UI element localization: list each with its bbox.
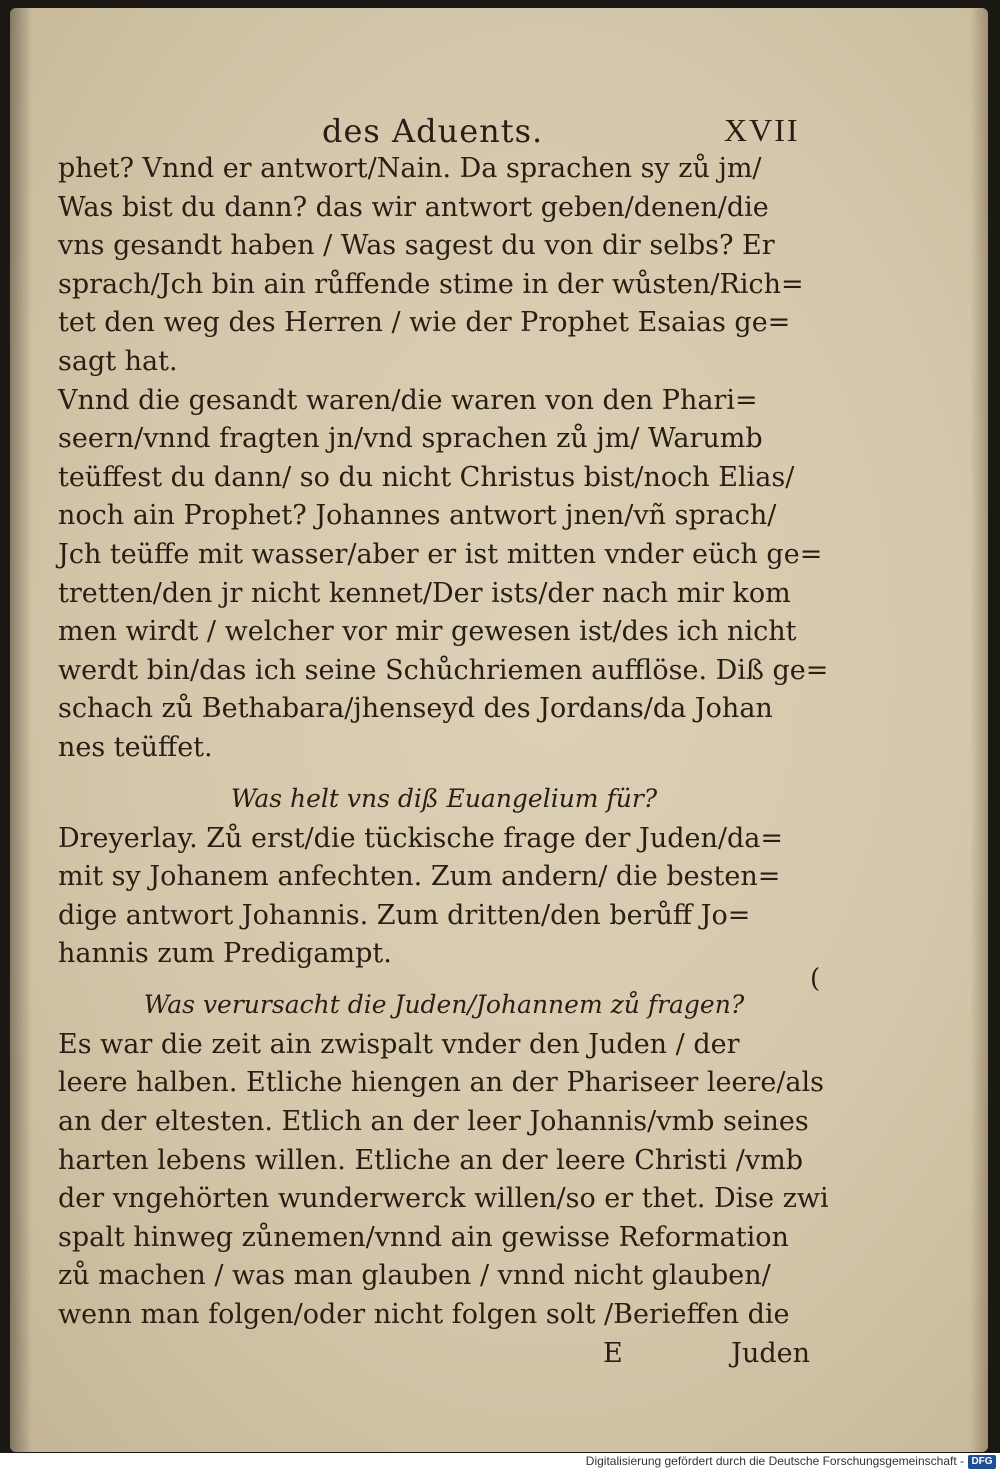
text-line: spalt hinweg zůnemen/vnnd ain gewisse Reformation xyxy=(58,1221,789,1253)
text-line: tretten/den jr nicht kennet/Der ists/der nach mir kom xyxy=(58,577,791,609)
text-line: Was bist du dann? das wir antwort geben/denen/die xyxy=(58,191,769,223)
text-line: harten lebens willen. Etliche an der leere Christi /vmb xyxy=(58,1144,803,1176)
running-head: des Aduents. xyxy=(322,112,544,150)
text-line: leere halben. Etliche hiengen an der Phariseer leere/als xyxy=(58,1067,825,1099)
text-line: werdt bin/das ich seine Schůchriemen aufflöse. Diß ge= xyxy=(58,654,829,686)
text-line: an der eltesten. Etlich an der leer Johannis/vmb seines xyxy=(58,1106,809,1138)
section-heading: Was helt vns diß Euangelium für? xyxy=(230,783,658,813)
text-line: vns gesandt haben / Was sagest du von dir selbs? Er xyxy=(58,230,775,262)
text-line: phet? Vnnd er antwort/Nain. Da sprachen sy zů jm/ xyxy=(58,153,762,184)
signature-mark: E xyxy=(603,1337,623,1369)
text-line: der vngehörten wunderwerck willen/so er thet. Dise zwi xyxy=(58,1183,829,1215)
text-line: nes teüffet. xyxy=(58,731,213,763)
spacer xyxy=(58,768,810,780)
text-line: Dreyerlay. Zů erst/die tückische frage der Juden/da= xyxy=(58,822,783,854)
margin-mark: ( xyxy=(810,964,821,994)
text-line: Es war die zeit ain zwispalt vnder den Juden / der xyxy=(58,1028,740,1060)
signature-row xyxy=(58,1335,810,1374)
text-line: seern/vnnd fragten jn/vnd sprachen zů jm/ Warumb xyxy=(58,423,763,455)
text-line: Jch teüffe mit wasser/aber er ist mitten vnder eüch ge= xyxy=(58,538,823,570)
section-heading: Was verursacht die Juden/Johannem zů fragen? xyxy=(143,989,745,1019)
text-line: tet den weg des Herren / wie der Prophet Esaias ge= xyxy=(58,307,791,339)
text-line: noch ain Prophet? Johannes antwort jnen/vñ sprach/ xyxy=(58,500,777,532)
funding-credit: Digitalisierung gefördert durch die Deutsche Forschungsgemeinschaft - xyxy=(585,1454,964,1468)
catchword: Juden xyxy=(731,1337,810,1369)
folio-number: XVII xyxy=(724,112,800,148)
text-line: zů machen / was man glauben / vnnd nicht glauben/ xyxy=(58,1260,771,1292)
text-line: sagt hat. xyxy=(58,345,178,377)
text-line: Vnnd die gesandt waren/die waren von den Phari= xyxy=(58,384,758,416)
text-line: mit sy Johanem anfechten. Zum andern/ die besten= xyxy=(58,861,781,893)
text-line: hannis zum Predigampt. xyxy=(58,938,392,970)
body-text xyxy=(58,150,829,1373)
spacer xyxy=(58,974,810,986)
text-line: dige antwort Johannis. Zum dritten/den berůff Jo= xyxy=(58,899,751,931)
book-page xyxy=(10,8,988,1452)
text-line: schach zů Bethabara/jhenseyd des Jordans/da Johan xyxy=(58,693,773,725)
text-line: men wirdt / welcher vor mir gewesen ist/des ich nicht xyxy=(58,616,797,648)
dfg-logo-icon: DFG xyxy=(968,1455,996,1469)
text-line: wenn man folgen/oder nicht folgen solt /Berieffen die xyxy=(58,1299,790,1331)
text-line: teüffest du dann/ so du nicht Christus bist/noch Elias/ xyxy=(58,461,795,493)
text-line: sprach/Jch bin ain růffende stime in der wůsten/Rich= xyxy=(58,268,804,300)
